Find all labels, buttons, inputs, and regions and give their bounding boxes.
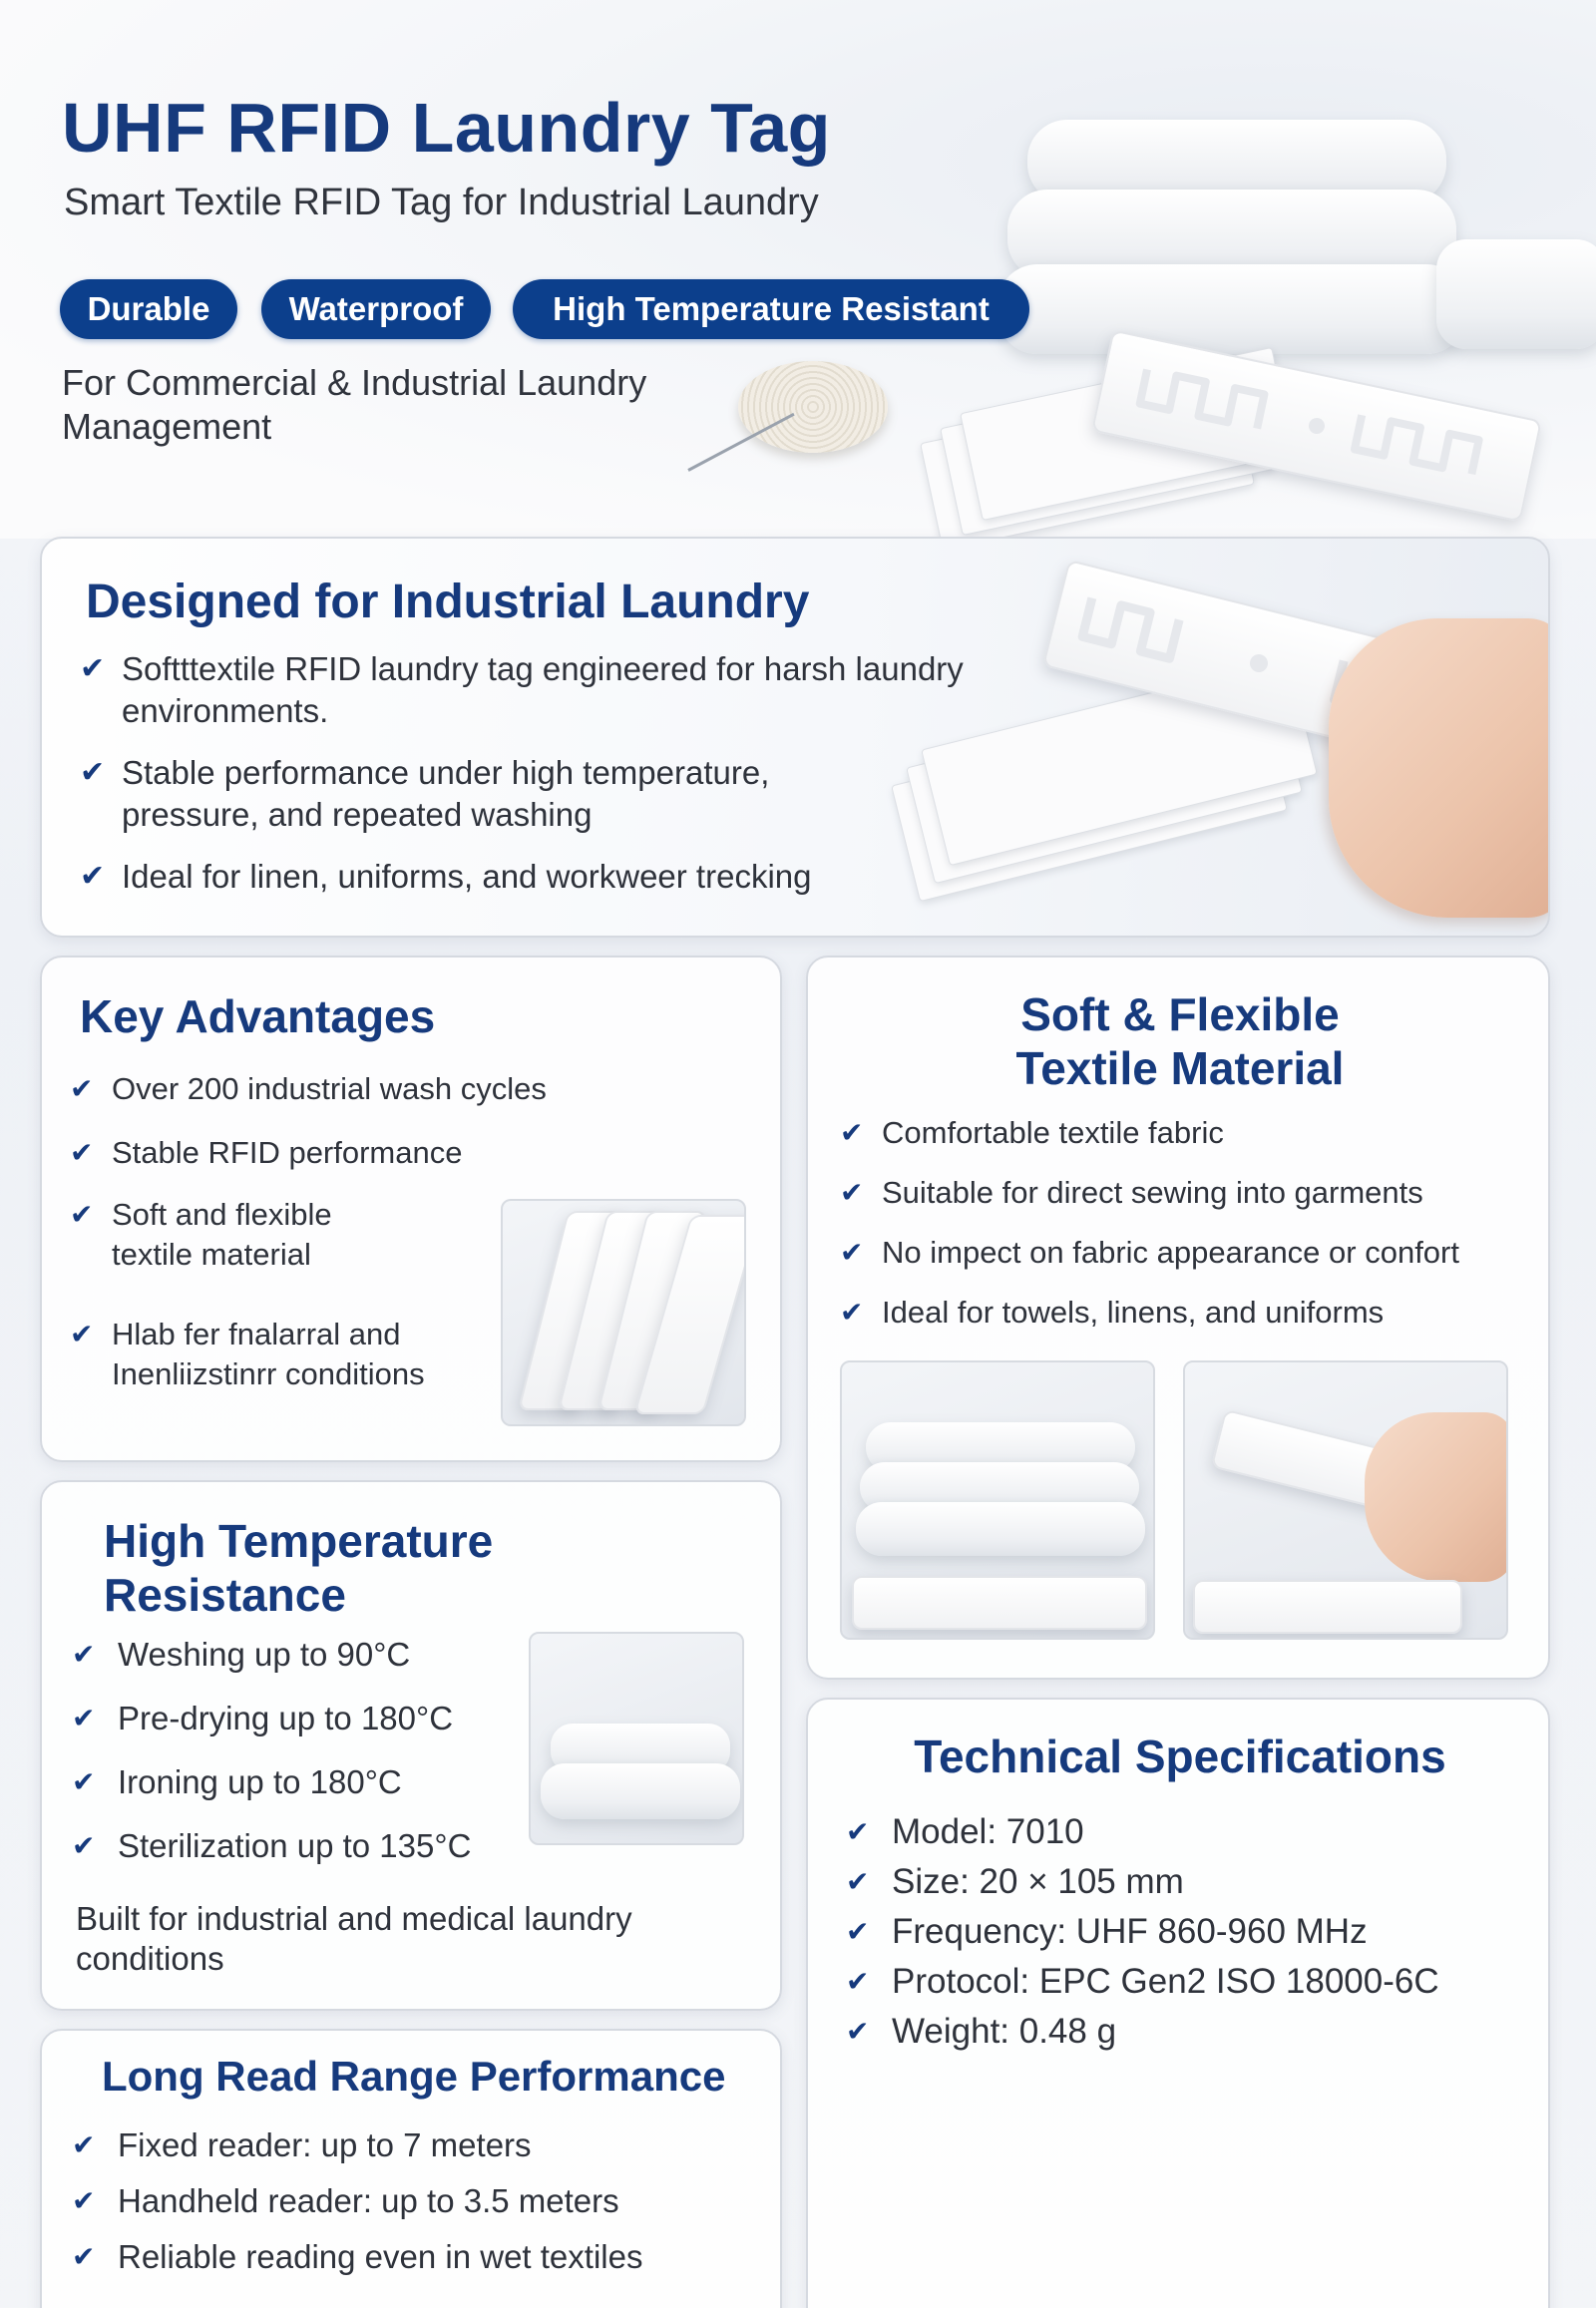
technical-specifications-title: Technical Specifications bbox=[914, 1731, 1446, 1782]
soft-flexible-title: Soft & Flexible Textile Material bbox=[1015, 988, 1345, 1094]
check-icon: ✔ bbox=[80, 859, 106, 894]
hand-image bbox=[1329, 618, 1550, 918]
check-icon: ✔ bbox=[840, 1116, 864, 1149]
technical-specifications-list bbox=[846, 1811, 1524, 2061]
list-item: ✔ Hlab fer fnalarral and Inenliizstinrr conditions bbox=[70, 1317, 425, 1391]
list-item: ✔ Ideal for linen, uniforms, and workweer trecking bbox=[80, 856, 1057, 898]
designed-card bbox=[40, 537, 1550, 938]
soft-flexible-list bbox=[840, 1113, 1538, 1352]
spec-protocol: ✔ Protocol: EPC Gen2 ISO 18000-6C bbox=[846, 1962, 1439, 2001]
check-icon: ✔ bbox=[846, 1815, 870, 1848]
list-item: ✔ Reliable reading even in wet textiles bbox=[72, 2236, 770, 2278]
read-range-title: Long Read Range Performance bbox=[102, 2053, 726, 2100]
high-temperature-card bbox=[40, 1480, 782, 2011]
spec-weight: ✔ Weight: 0.48 g bbox=[846, 2012, 1117, 2051]
list-item: ✔ Ironing up to 180°C bbox=[72, 1761, 591, 1803]
hero-banner bbox=[0, 0, 1596, 539]
high-temperature-note: Built for industrial and medical laundry conditions bbox=[76, 1900, 632, 1977]
key-advantages-title: Key Advantages bbox=[80, 990, 436, 1042]
read-range-list bbox=[72, 2124, 770, 2292]
hero-note: For Commercial & Industrial Laundry Management bbox=[62, 362, 647, 447]
check-icon: ✔ bbox=[72, 1765, 96, 1798]
check-icon: ✔ bbox=[72, 2240, 96, 2273]
list-item: ✔ Comfortable textile fabric bbox=[840, 1113, 1538, 1153]
list-item: ✔ Stable RFID performance bbox=[70, 1133, 529, 1173]
check-icon: ✔ bbox=[846, 1915, 870, 1948]
list-item: ✔ Stable performance under high temperature, pressure, and repeated washing bbox=[80, 754, 770, 833]
check-icon: ✔ bbox=[840, 1296, 864, 1329]
check-icon: ✔ bbox=[846, 2015, 870, 2048]
badge-durable: Durable bbox=[60, 279, 237, 339]
key-advantages-card bbox=[40, 956, 782, 1462]
folded-towels-photo bbox=[529, 1632, 744, 1845]
list-item: ✔ Over 200 industrial wash cycles bbox=[70, 1069, 529, 1109]
check-icon: ✔ bbox=[70, 1318, 94, 1350]
check-icon: ✔ bbox=[846, 1965, 870, 1998]
check-icon: ✔ bbox=[72, 2184, 96, 2217]
check-icon: ✔ bbox=[72, 1638, 96, 1671]
read-range-card bbox=[40, 2029, 782, 2308]
list-item: ✔ Softttextile RFID laundry tag engineered for harsh laundry environments. bbox=[80, 650, 964, 729]
hand-holding-tag-photo bbox=[1183, 1360, 1508, 1640]
check-icon: ✔ bbox=[80, 755, 106, 790]
check-icon: ✔ bbox=[72, 1702, 96, 1734]
high-temperature-list bbox=[72, 1634, 591, 1889]
badge-waterproof: Waterproof bbox=[261, 279, 491, 339]
list-item: ✔ Ideal for towels, linens, and uniforms bbox=[840, 1293, 1538, 1333]
check-icon: ✔ bbox=[72, 2128, 96, 2161]
check-icon: ✔ bbox=[70, 1136, 94, 1169]
check-icon: ✔ bbox=[80, 651, 106, 686]
high-temperature-title: High Temperature Resistance bbox=[104, 1515, 494, 1621]
list-item: ✔ No impect on fabric appearance or confort bbox=[840, 1233, 1538, 1273]
list-item: ✔ Pre-drying up to 180°C bbox=[72, 1698, 591, 1739]
towel-stack-photo bbox=[840, 1360, 1155, 1640]
list-item: ✔ Suitable for direct sewing into garments bbox=[840, 1173, 1538, 1213]
list-item: ✔ Fixed reader: up to 7 meters bbox=[72, 2124, 770, 2166]
spec-model: ✔ Model: 7010 bbox=[846, 1812, 1084, 1851]
badge-high-temperature: High Temperature Resistant bbox=[513, 279, 1029, 339]
key-advantages-list bbox=[70, 1069, 547, 1394]
tag-stack-photo bbox=[501, 1199, 746, 1426]
list-item: ✔ Soft and flexible textile material bbox=[70, 1197, 332, 1272]
soft-flexible-card bbox=[806, 956, 1550, 1680]
list-item: ✔ Handheld reader: up to 3.5 meters bbox=[72, 2180, 770, 2222]
spec-size: ✔ Size: 20 × 105 mm bbox=[846, 1862, 1184, 1901]
check-icon: ✔ bbox=[840, 1176, 864, 1209]
check-icon: ✔ bbox=[846, 1865, 870, 1898]
spec-frequency: ✔ Frequency: UHF 860-960 MHz bbox=[846, 1912, 1368, 1951]
designed-title: Designed for Industrial Laundry bbox=[86, 576, 810, 628]
check-icon: ✔ bbox=[70, 1072, 94, 1105]
technical-specifications-card bbox=[806, 1698, 1550, 2308]
check-icon: ✔ bbox=[72, 1829, 96, 1862]
list-item: ✔ Weshing up to 90°C bbox=[72, 1634, 591, 1676]
list-item: ✔ Sterilization up to 135°C bbox=[72, 1825, 591, 1867]
page-title: UHF RFID Laundry Tag bbox=[62, 89, 831, 167]
designed-list bbox=[80, 648, 1057, 918]
check-icon: ✔ bbox=[840, 1236, 864, 1269]
page-subtitle: Smart Textile RFID Tag for Industrial Laundry bbox=[64, 182, 819, 223]
check-icon: ✔ bbox=[70, 1198, 94, 1231]
